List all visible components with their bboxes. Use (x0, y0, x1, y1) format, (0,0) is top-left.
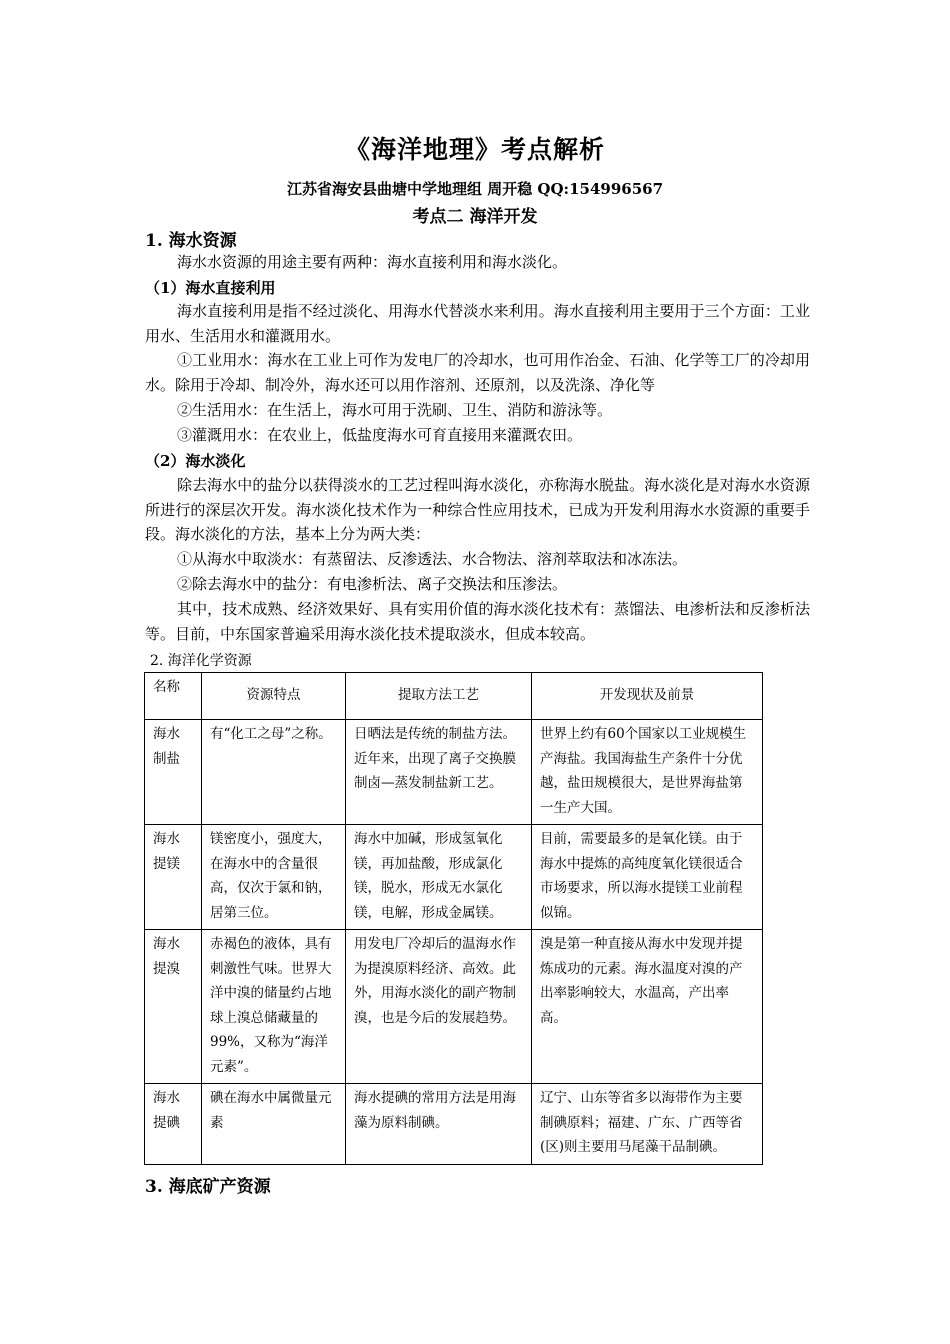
section-heading-chemical-resources: 2. 海洋化学资源 (150, 653, 252, 669)
table-cell: 日晒法是传统的制盐方法。近年来，出现了离子交换膜制卤—蒸发制盐新工艺。 (346, 720, 532, 825)
paragraph: 海水水资源的用途主要有两种：海水直接利用和海水淡化。 (177, 253, 568, 271)
table-header-row (145, 673, 763, 720)
table-header-cell: 名称 (145, 673, 202, 720)
author-line: 江苏省海安县曲塘中学地理组 周开稳 QQ:154996567 (286, 180, 664, 198)
table-cell-name: 海水制盐 (145, 720, 202, 825)
document-title: 《海洋地理》考点解析 (344, 135, 605, 164)
table-header-cell: 开发现状及前景 (532, 673, 763, 720)
table-row (145, 720, 763, 825)
paragraph: ③灌溉用水：在农业上，低盐度海水可育直接用来灌溉农田。 (177, 426, 583, 444)
table-cell: 赤褐色的液体，具有刺激性气味。世界大洋中溴的储量约占地球上溴总储藏量的99%，又称为“海洋元素”。 (202, 930, 346, 1084)
paragraph: ②除去海水中的盐分：有电渗析法、离子交换法和压渗法。 (177, 575, 568, 593)
table-cell-name: 海水提镁 (145, 825, 202, 930)
table-header-cell: 资源特点 (202, 673, 346, 720)
table-cell: 有“化工之母”之称。 (202, 720, 346, 825)
table-cell: 镁密度小，强度大，在海水中的含量很高，仅次于氯和钠，居第三位。 (202, 825, 346, 930)
topic-heading: 考点二 海洋开发 (412, 207, 538, 227)
table-cell: 溴是第一种直接从海水中发现并提炼成功的元素。海水温度对溴的产出率影响较大，水温高，产出率高。 (532, 930, 763, 1084)
table-cell: 辽宁、山东等省多以海带作为主要制碘原料；福建、广东、广西等省(区)则主要用马尾藻干品制碘。 (532, 1084, 763, 1165)
subsection-heading-desalination: （2）海水淡化 (145, 452, 246, 470)
paragraph: ②生活用水：在生活上，海水可用于洗刷、卫生、消防和游泳等。 (177, 401, 613, 419)
table-cell: 海水中加碱，形成氢氧化镁，再加盐酸，形成氯化镁，脱水，形成无水氯化镁，电解，形成金属镁。 (346, 825, 532, 930)
table-row (145, 1084, 763, 1165)
table-cell: 海水提碘的常用方法是用海藻为原料制碘。 (346, 1084, 532, 1165)
table-cell: 世界上约有60个国家以工业规模生产海盐。我国海盐生产条件十分优越，盐田规模很大，是世界海盐第一生产大国。 (532, 720, 763, 825)
table-cell-name: 海水提溴 (145, 930, 202, 1084)
paragraph: 除去海水中的盐分以获得淡水的工艺过程叫海水淡化，亦称海水脱盐。海水淡化是对海水水资源所进行的深层次开发。海水淡化技术作为一种综合性应用技术，已成为开发利用海水水资源的重要手段。海水淡化的方法，基本上分为两大类： (145, 476, 810, 543)
chemical-resources-table (144, 672, 763, 1165)
table-row (145, 825, 763, 930)
table-row (145, 930, 763, 1084)
subsection-heading-direct-use: （1）海水直接利用 (145, 279, 276, 297)
table-cell-name: 海水提碘 (145, 1084, 202, 1165)
table-cell: 目前，需要最多的是氧化镁。由于海水中提炼的高纯度氧化镁很适合市场要求，所以海水提镁工业前程似锦。 (532, 825, 763, 930)
section-heading-water-resources: 1. 海水资源 (145, 231, 237, 251)
table-header-cell: 提取方法工艺 (346, 673, 532, 720)
paragraph: ①从海水中取淡水：有蒸留法、反渗透法、水合物法、溶剂萃取法和冰冻法。 (177, 550, 688, 568)
paragraph: 海水直接利用是指不经过淡化、用海水代替淡水来利用。海水直接利用主要用于三个方面：工业用水、生活用水和灌溉用水。 (145, 302, 810, 345)
paragraph: 其中，技术成熟、经济效果好、具有实用价值的海水淡化技术有：蒸馏法、电渗析法和反渗析法等。目前，中东国家普遍采用海水淡化技术提取淡水，但成本较高。 (145, 600, 810, 643)
paragraph: ①工业用水：海水在工业上可作为发电厂的冷却水，也可用作冶金、石油、化学等工厂的冷却用水。除用于冷却、制冷外，海水还可以用作溶剂、还原剂，以及洗涤、净化等 (145, 351, 810, 394)
table-cell: 用发电厂冷却后的温海水作为提溴原料经济、高效。此外，用海水淡化的副产物制溴，也是今后的发展趋势。 (346, 930, 532, 1084)
section-heading-seabed-minerals: 3. 海底矿产资源 (145, 1177, 271, 1197)
table-cell: 碘在海水中属微量元素 (202, 1084, 346, 1165)
